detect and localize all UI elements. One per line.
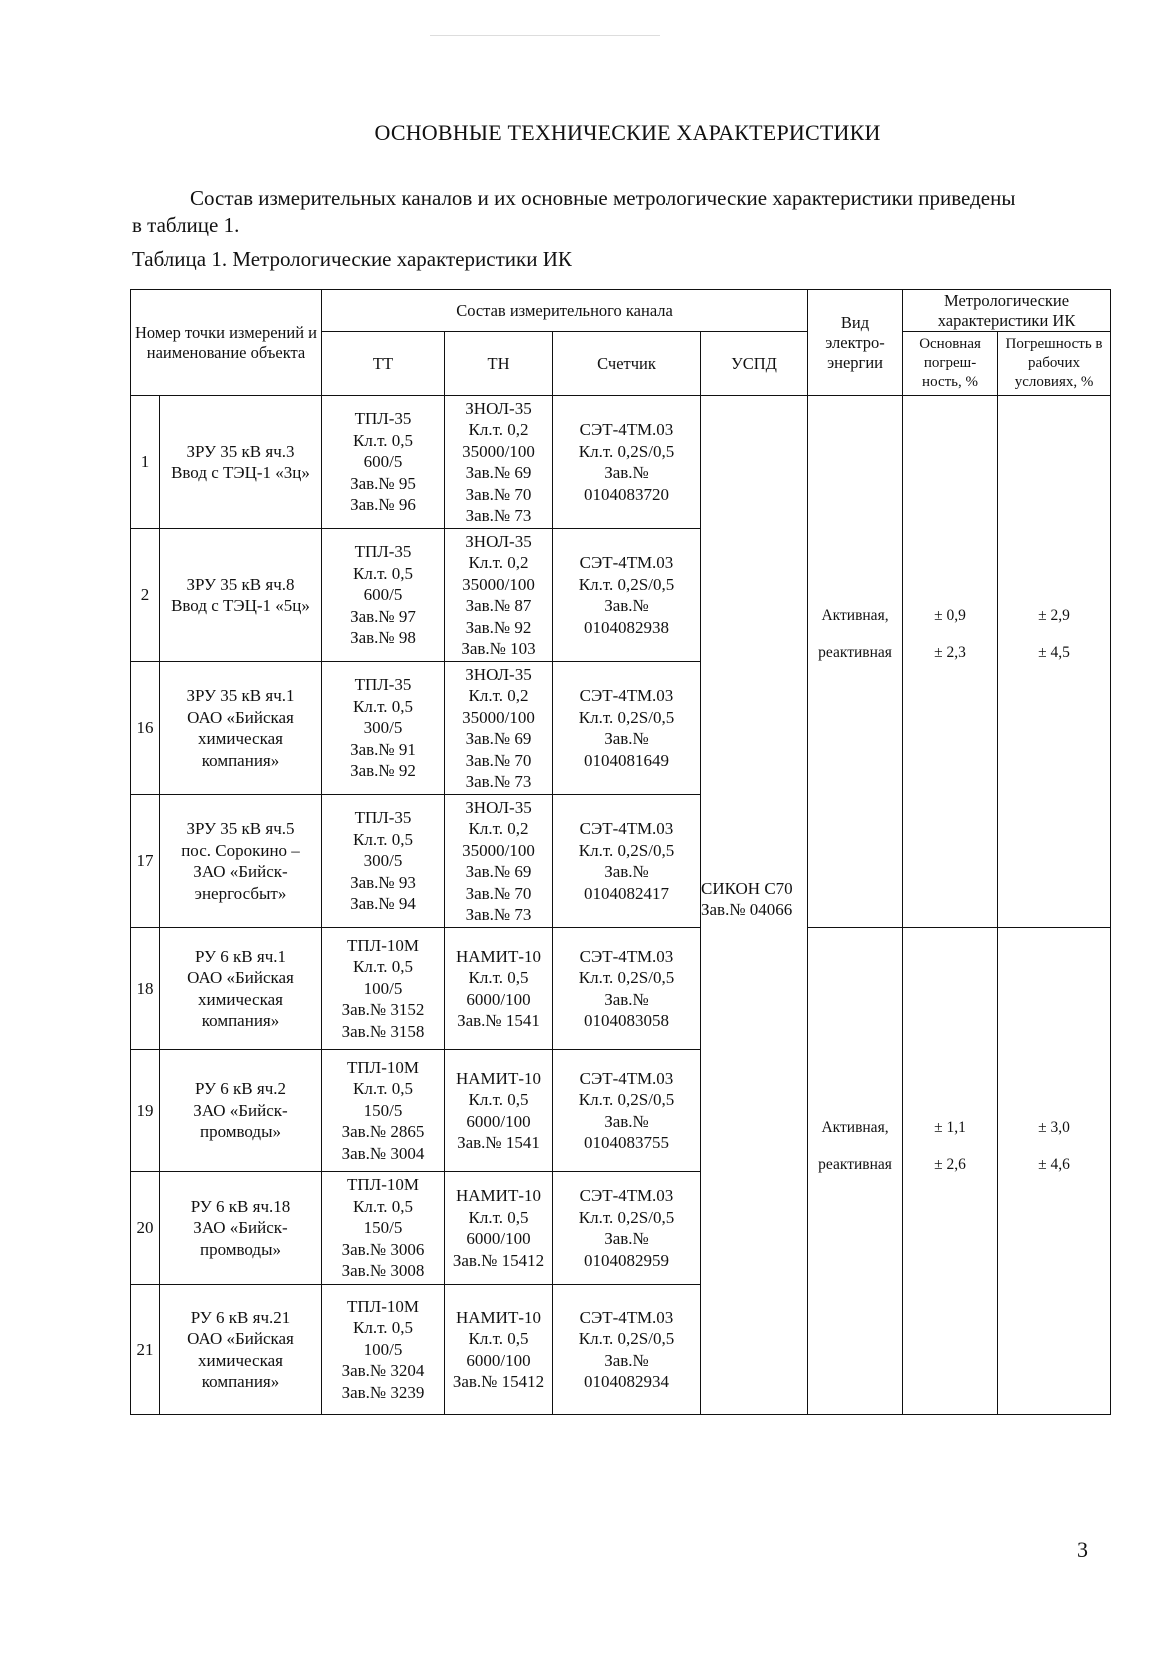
cell-line: СЭТ-4ТМ.03 (579, 819, 674, 838)
cell-line: ТПЛ-35 (354, 409, 412, 429)
cell-line: РУ 6 кВ яч.1 (194, 946, 287, 966)
cell-line: 100/5 (363, 1339, 403, 1359)
cell-line: Кл.т. 0,5 (353, 563, 413, 583)
row-number: 16 (131, 662, 160, 795)
cell-line: Зав.№ 15412 (452, 1372, 545, 1391)
cell-line: Зав.№ (604, 463, 649, 482)
basic-error-cell (903, 928, 998, 1415)
cell-line: Зав.№ (604, 1111, 649, 1131)
tn-cell (445, 795, 553, 928)
cell-line: Зав.№ (604, 862, 649, 881)
cell-line: Зав.№ 95 (350, 473, 416, 493)
working-error-cell (998, 928, 1111, 1415)
cell-line: Зав.№ 1541 (457, 1011, 540, 1030)
cell-line: Кл.т. 0,5 (468, 1329, 529, 1348)
header-row-1 (131, 290, 1111, 332)
cell-line: Ввод с ТЭЦ-1 «3ц» (171, 463, 310, 482)
cell-line: ТПЛ-35 (354, 542, 412, 562)
header-uspd: УСПД (701, 332, 808, 396)
cell-line: ТПЛ-10М (347, 1296, 419, 1316)
cell-line: Зав.№ 3004 (341, 1143, 425, 1163)
table-body (131, 396, 1111, 1415)
header-energy-type: Вид электро- энергии (808, 290, 903, 396)
cell-line: компания» (201, 1372, 280, 1391)
cell-line: 0104082417 (584, 883, 669, 903)
cell-line: 6000/100 (466, 1350, 531, 1370)
uspd-cell (701, 396, 808, 1415)
cell-line: 35000/100 (462, 840, 535, 860)
cell-line: Кл.т. 0,2 (468, 553, 529, 572)
cell-line: Зав.№ 69 (465, 463, 532, 482)
tt-cell (322, 662, 445, 795)
meter-cell (553, 1050, 701, 1172)
cell-line: Кл.т. 0,5 (353, 430, 413, 450)
intro-line-2: в таблице 1. (132, 213, 240, 237)
cell-line: компания» (201, 750, 280, 770)
cell-line: Кл.т. 0,2S/0,5 (578, 707, 675, 727)
cell-line: Кл.т. 0,5 (353, 1079, 413, 1099)
header-point: Номер точки измерений и наименование объекта (131, 290, 322, 396)
tt-cell (322, 795, 445, 928)
cell-line: СЭТ-4ТМ.03 (579, 1068, 674, 1088)
cell-line: ЗАО «Бийск- (193, 1218, 288, 1238)
cell-line: Зав.№ 70 (465, 750, 532, 770)
row-number: 19 (131, 1050, 160, 1172)
cell-line: 0104082959 (584, 1250, 669, 1270)
cell-line: СЭТ-4ТМ.03 (579, 1307, 674, 1327)
cell-line: Зав.№ 96 (350, 495, 416, 515)
cell-line: ЗРУ 35 кВ яч.5 (186, 819, 295, 838)
row-number: 1 (131, 396, 160, 529)
cell-line: 300/5 (363, 851, 403, 871)
object-name (160, 529, 322, 662)
cell-line: ЗАО «Бийск- (193, 862, 288, 881)
object-name (160, 795, 322, 928)
cell-line: Зав.№ (604, 989, 649, 1009)
uspd-serial: Зав.№ 04066 (701, 900, 793, 919)
object-name (160, 1172, 322, 1285)
cell-line: Кл.т. 0,5 (353, 829, 413, 849)
energy-type-cell (808, 396, 903, 928)
cell-line: ЗНОЛ-35 (465, 398, 532, 418)
cell-line: химическая (198, 989, 283, 1009)
cell-line: Зав.№ 92 (350, 761, 416, 781)
cell-line: ОАО «Бийская (187, 1329, 294, 1348)
cell-line: 35000/100 (462, 441, 535, 461)
cell-line: ЗНОЛ-35 (465, 531, 532, 551)
cell-line: Зав.№ (604, 1229, 649, 1248)
cell-line: 6000/100 (466, 989, 531, 1009)
basic-error-active: ± 1,1 (934, 1119, 966, 1136)
meter-cell (553, 795, 701, 928)
cell-line: 600/5 (363, 585, 403, 605)
tn-cell (445, 529, 553, 662)
scan-artifact (430, 35, 660, 36)
cell-line: Зав.№ 93 (350, 872, 416, 892)
intro-paragraph (132, 185, 1092, 239)
tt-cell (322, 529, 445, 662)
cell-line: энергосбыт» (194, 883, 287, 903)
cell-line: пос. Сорокино – (181, 840, 300, 860)
row-number: 18 (131, 928, 160, 1050)
cell-line: Кл.т. 0,2 (468, 819, 529, 838)
cell-line: НАМИТ-10 (456, 1068, 541, 1088)
cell-line: 35000/100 (462, 574, 535, 594)
tt-cell (322, 928, 445, 1050)
tt-cell (322, 1285, 445, 1415)
tn-cell (445, 1285, 553, 1415)
cell-line: Кл.т. 0,5 (468, 1090, 529, 1109)
cell-line: Зав.№ 3006 (341, 1239, 425, 1259)
cell-line: ЗНОЛ-35 (465, 664, 532, 684)
meter-cell (553, 529, 701, 662)
cell-line: Кл.т. 0,2S/0,5 (578, 1090, 675, 1109)
cell-line: Зав.№ 73 (465, 905, 532, 924)
cell-line: Кл.т. 0,5 (468, 968, 529, 987)
cell-line: химическая (198, 1350, 283, 1370)
intro-line-1: Состав измерительных каналов и их основные метрологические характеристики приведены (190, 186, 1016, 210)
header-metro: Метрологические характеристики ИК (903, 290, 1111, 332)
cell-line: ЗРУ 35 кВ яч.1 (186, 686, 295, 705)
page-number: 3 (1077, 1537, 1088, 1562)
row-number: 21 (131, 1285, 160, 1415)
cell-line: Кл.т. 0,2 (468, 420, 529, 439)
meter-cell (553, 396, 701, 529)
cell-line: ЗРУ 35 кВ яч.8 (186, 574, 295, 594)
cell-line: СЭТ-4ТМ.03 (579, 686, 674, 705)
cell-line: Кл.т. 0,5 (468, 1207, 529, 1227)
table-caption: Таблица 1. Метрологические характеристики ИК (132, 247, 572, 271)
cell-line: Зав.№ 3204 (341, 1361, 425, 1381)
cell-line: Зав.№ 91 (350, 739, 416, 759)
cell-line: РУ 6 кВ яч.18 (190, 1196, 291, 1216)
working-error-active: ± 3,0 (1038, 1119, 1070, 1136)
working-error-reactive: ± 4,5 (1038, 644, 1070, 661)
tt-cell (322, 1050, 445, 1172)
cell-line: Зав.№ 69 (465, 729, 532, 748)
cell-line: промводы» (199, 1239, 282, 1259)
cell-line: Зав.№ 103 (461, 639, 536, 658)
cell-line: Кл.т. 0,2S/0,5 (578, 441, 675, 461)
cell-line: Ввод с ТЭЦ-1 «5ц» (171, 596, 310, 615)
cell-line: Зав.№ 94 (350, 894, 416, 914)
cell-line: 6000/100 (466, 1111, 531, 1131)
page-title: ОСНОВНЫЕ ТЕХНИЧЕСКИЕ ХАРАКТЕРИСТИКИ (374, 120, 881, 145)
cell-line: ЗАО «Бийск- (193, 1100, 288, 1120)
basic-error-reactive: ± 2,3 (934, 644, 966, 661)
cell-line: СЭТ-4ТМ.03 (579, 1186, 674, 1205)
cell-line: Зав.№ 98 (350, 628, 416, 648)
cell-line: химическая (198, 729, 283, 748)
cell-line: Кл.т. 0,2S/0,5 (578, 1329, 675, 1348)
row-number: 20 (131, 1172, 160, 1285)
basic-error-active: ± 0,9 (934, 607, 966, 624)
tt-cell (322, 396, 445, 529)
tn-cell (445, 396, 553, 529)
energy-type-cell (808, 928, 903, 1415)
cell-line: РУ 6 кВ яч.2 (194, 1079, 287, 1099)
cell-line: ТПЛ-10М (347, 1175, 419, 1195)
basic-error-reactive: ± 2,6 (934, 1156, 966, 1173)
cell-line: Зав.№ 70 (465, 484, 532, 504)
energy-reactive: реактивная (818, 1156, 892, 1173)
tt-cell (322, 1172, 445, 1285)
cell-line: 0104081649 (584, 750, 669, 770)
meter-cell (553, 928, 701, 1050)
energy-active: Активная, (821, 1119, 889, 1136)
cell-line: Зав.№ (604, 1350, 649, 1370)
object-name (160, 1285, 322, 1415)
header-basic-error: Основная погреш- ность, % (903, 332, 998, 396)
uspd-model: СИКОН С70 (701, 879, 793, 898)
header-meter: Счетчик (553, 332, 701, 396)
cell-line: ТПЛ-10М (347, 1057, 419, 1077)
cell-line: Зав.№ 3008 (341, 1261, 425, 1281)
metrology-table (130, 289, 1111, 1415)
energy-reactive: реактивная (818, 644, 892, 661)
cell-line: Кл.т. 0,2S/0,5 (578, 574, 675, 594)
cell-line: НАМИТ-10 (456, 1307, 541, 1327)
cell-line: 35000/100 (462, 707, 535, 727)
header-tt: ТТ (322, 332, 445, 396)
cell-line: ЗРУ 35 кВ яч.3 (186, 441, 295, 461)
meter-cell (553, 1172, 701, 1285)
cell-line: 0104083058 (584, 1011, 669, 1030)
basic-error-cell (903, 396, 998, 928)
cell-line: НАМИТ-10 (456, 946, 541, 966)
cell-line: компания» (201, 1011, 280, 1030)
cell-line: ОАО «Бийская (187, 707, 294, 727)
row-number: 17 (131, 795, 160, 928)
table-row (131, 396, 1111, 529)
cell-line: 6000/100 (466, 1229, 531, 1248)
cell-line: Зав.№ 92 (465, 617, 532, 637)
tn-cell (445, 1050, 553, 1172)
cell-line: Зав.№ (604, 729, 649, 748)
cell-line: НАМИТ-10 (456, 1186, 541, 1205)
cell-line: 300/5 (363, 718, 403, 738)
header-working-error: Погрешность в рабочих условиях, % (998, 332, 1111, 396)
cell-line: Зав.№ 87 (465, 596, 532, 615)
object-name (160, 1050, 322, 1172)
cell-line: Зав.№ 73 (465, 772, 532, 791)
cell-line: 0104082934 (584, 1372, 669, 1391)
cell-line: РУ 6 кВ яч.21 (190, 1307, 291, 1327)
object-name (160, 396, 322, 529)
working-error-reactive: ± 4,6 (1038, 1156, 1070, 1173)
cell-line: СЭТ-4ТМ.03 (579, 420, 674, 439)
cell-line: ТПЛ-35 (354, 808, 412, 828)
header-tn: ТН (445, 332, 553, 396)
tn-cell (445, 928, 553, 1050)
working-error-cell (998, 396, 1111, 928)
energy-active: Активная, (821, 607, 889, 624)
object-name (160, 928, 322, 1050)
cell-line: ТПЛ-35 (354, 675, 412, 695)
cell-line: Зав.№ 2865 (341, 1122, 425, 1142)
object-name (160, 662, 322, 795)
cell-line: ОАО «Бийская (187, 968, 294, 987)
cell-line: Зав.№ 3239 (341, 1382, 425, 1402)
cell-line: 150/5 (363, 1100, 403, 1120)
cell-line: Кл.т. 0,2S/0,5 (578, 968, 675, 987)
cell-line: Зав.№ (604, 596, 649, 615)
header-channel: Состав измерительного канала (322, 290, 808, 332)
cell-line: СЭТ-4ТМ.03 (579, 946, 674, 966)
cell-line: 100/5 (363, 978, 403, 998)
cell-line: ЗНОЛ-35 (465, 797, 532, 817)
cell-line: Зав.№ 70 (465, 883, 532, 903)
table-row (131, 928, 1111, 1050)
cell-line: Кл.т. 0,2 (468, 686, 529, 705)
cell-line: Зав.№ 69 (465, 862, 532, 881)
meter-cell (553, 1285, 701, 1415)
cell-line: Кл.т. 0,2S/0,5 (578, 840, 675, 860)
cell-line: Зав.№ 97 (350, 606, 416, 626)
cell-line: 0104083720 (584, 484, 669, 504)
meter-cell (553, 662, 701, 795)
cell-line: 0104082938 (584, 617, 669, 637)
cell-line: 600/5 (363, 452, 403, 472)
cell-line: ТПЛ-10М (347, 935, 419, 955)
cell-line: 0104083755 (584, 1133, 669, 1152)
cell-line: Кл.т. 0,5 (353, 1318, 413, 1338)
cell-line: Зав.№ 1541 (457, 1133, 540, 1152)
cell-line: Зав.№ 3152 (341, 1000, 425, 1020)
cell-line: Кл.т. 0,2S/0,5 (578, 1207, 675, 1227)
cell-line: Кл.т. 0,5 (353, 957, 413, 977)
cell-line: Кл.т. 0,5 (353, 696, 413, 716)
cell-line: Зав.№ 73 (465, 506, 532, 525)
cell-line: Зав.№ 15412 (452, 1250, 545, 1270)
cell-line: СЭТ-4ТМ.03 (579, 553, 674, 572)
cell-line: 150/5 (363, 1218, 403, 1238)
tn-cell (445, 662, 553, 795)
tn-cell (445, 1172, 553, 1285)
working-error-active: ± 2,9 (1038, 607, 1070, 624)
cell-line: Зав.№ 3158 (341, 1021, 425, 1041)
cell-line: Кл.т. 0,5 (353, 1196, 413, 1216)
row-number: 2 (131, 529, 160, 662)
cell-line: промводы» (199, 1122, 282, 1142)
